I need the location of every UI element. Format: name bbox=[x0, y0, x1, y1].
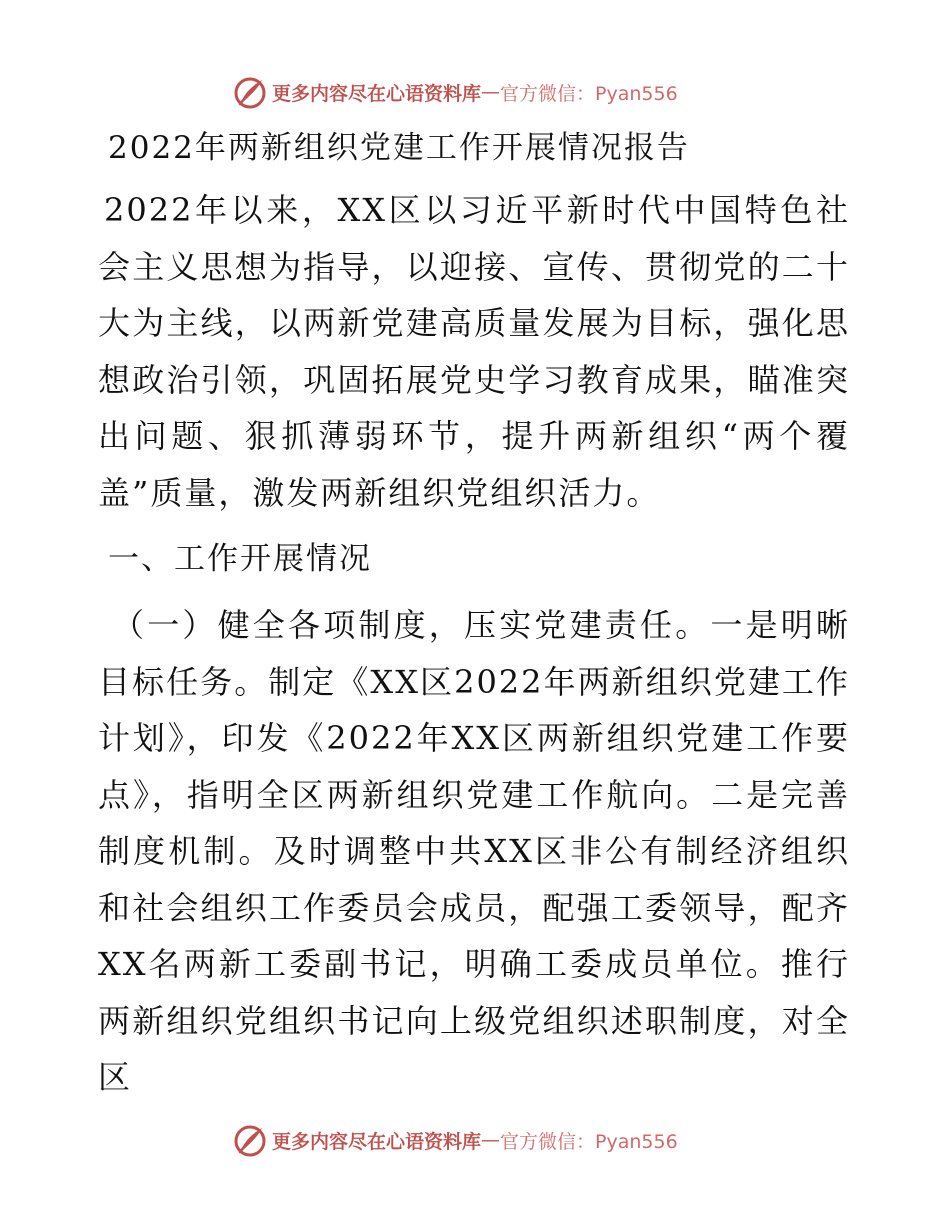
section-heading: 一、工作开展情况 bbox=[108, 541, 372, 577]
watermark-separator: — bbox=[481, 81, 501, 103]
header-watermark bbox=[232, 72, 678, 112]
watermark-text: 更多内容尽在心语资料库 bbox=[272, 1130, 482, 1153]
footer-watermark bbox=[232, 1120, 678, 1160]
watermark-separator: — bbox=[481, 1129, 501, 1151]
watermark-text: 更多内容尽在心语资料库 bbox=[272, 82, 482, 105]
quill-logo-icon bbox=[232, 74, 268, 110]
intro-paragraph: 2022年以来，XX区以习近平新时代中国特色社会主义思想为指导，以迎接、宣传、贯彻党的二十大为主线，以两新党建高质量发展为目标，强化思想政治引领，巩固拓展党史学习教育成果，瞄准突出问题、狠抓薄弱环节，提升两新组织“两个覆盖”质量，激发两新组织党组织活力。 bbox=[98, 191, 850, 512]
quill-logo-icon bbox=[232, 1122, 268, 1158]
document-body bbox=[98, 124, 850, 1106]
document-title: 2022年两新组织党建工作开展情况报告 bbox=[108, 130, 690, 166]
watermark-contact: 官方微信：Pyan556 bbox=[500, 82, 678, 105]
section-paragraph: （一）健全各项制度，压实党建责任。一是明晰目标任务。制定《XX区2022年两新组织党建工作计划》，印发《2022年XX区两新组织党建工作要点》，指明全区两新组织党建工作航向。二是完善制度机制。及时调整中共XX区非公有制经济组织和社会组织工作委员会成员，配强工委领导，配齐XX名两新工委副书记，明确工委成员单位。推行两新组织党组织书记向上级党组织述职制度，对全区 bbox=[98, 606, 850, 1096]
watermark-contact: 官方微信：Pyan556 bbox=[500, 1130, 678, 1153]
